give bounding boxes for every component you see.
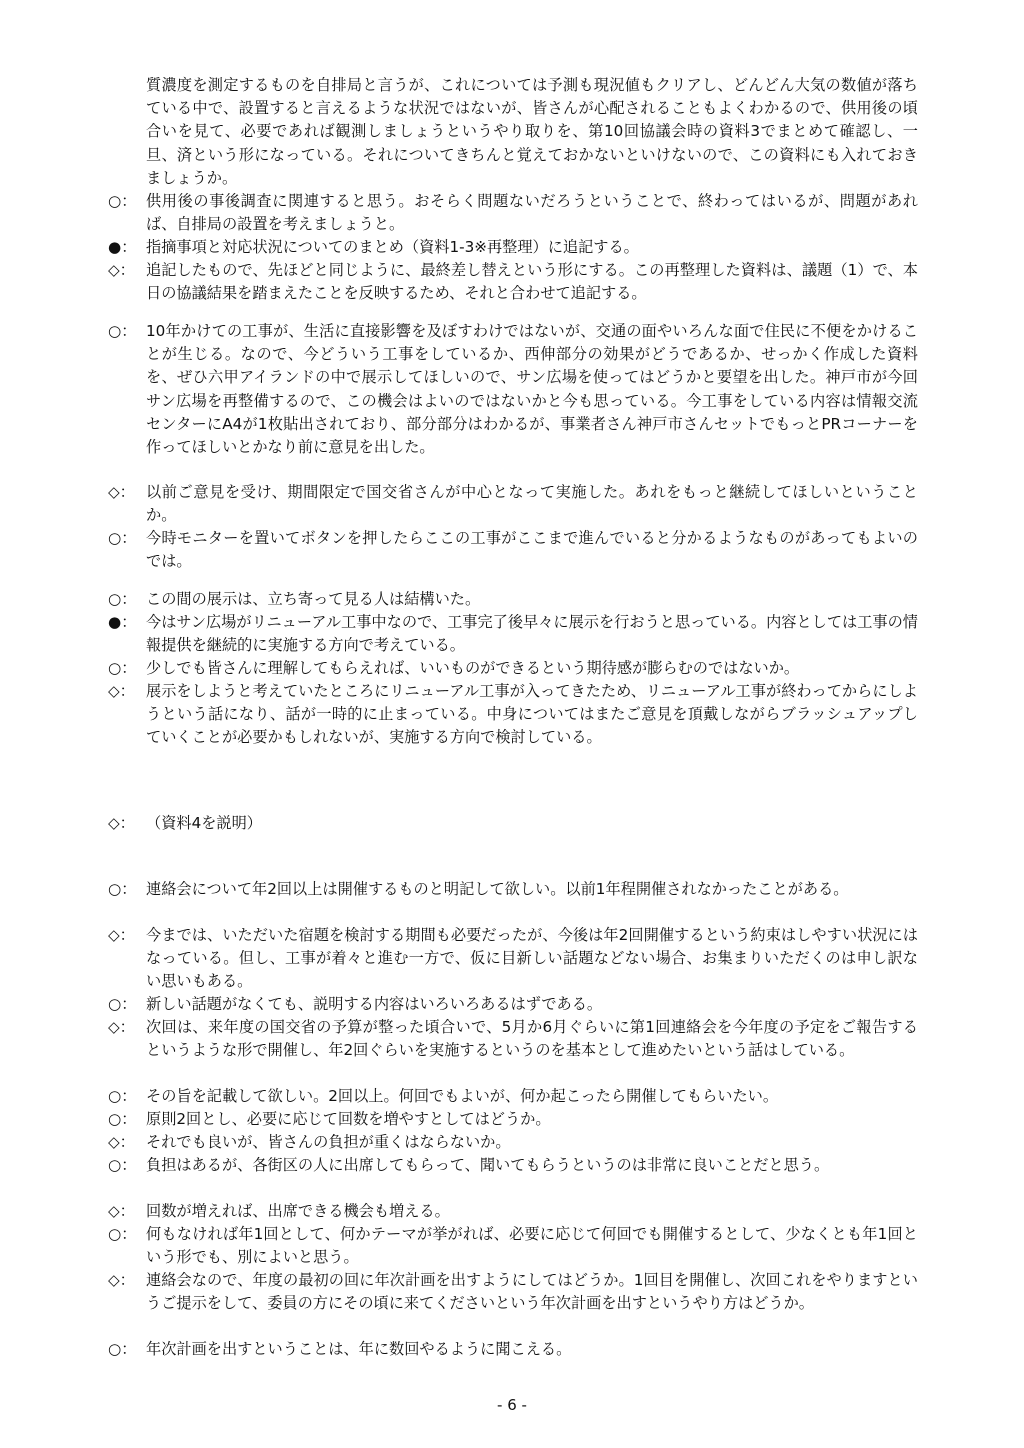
remark-text: 供用後の事後調査に関連すると思う。おそらく問題ないだろうということで、終わってはいるが、問題があれば、自排局の設置を考えましょうと。 (146, 192, 918, 234)
speaker-mark: ○： (108, 1110, 137, 1128)
speaker-mark: ◇： (108, 1202, 135, 1220)
remark-entry (108, 481, 918, 527)
remark-entry (108, 924, 918, 994)
remark-text: 次回は、来年度の国交省の予算が整った頃合いで、5月か6月ぐらいに第1回連絡会を今年度の予定をご報告するというような形で開催し、年2回ぐらいを実施するというのを基本として進めたいという話はしている。 (146, 1018, 918, 1060)
remark-text: 何もなければ年1回として、何かテーマが挙がれば、必要に応じて何回でも開催するとして、少なくとも年1回という形でも、別によいと思う。 (146, 1225, 918, 1267)
remark-entry (108, 236, 918, 259)
speaker-mark: ○： (108, 322, 137, 340)
page-number: - 6 - (497, 1396, 527, 1414)
remark-entry (108, 1154, 918, 1177)
remark-text: 展示をしようと考えていたところにリニューアル工事が入ってきたため、リニューアル工事が終わってからにしようという話になり、話が一時的に止まっている。中身についてはまたご意見を頂戴しながらブラッシュアップしていくことが必要かもしれないが、実施する方向で検討している。 (146, 682, 918, 747)
remark-entry (108, 1223, 918, 1269)
remark-text: 以前ご意見を受け、期間限定で国交省さんが中心となって実施した。あれをもっと継続してほしいということか。 (146, 483, 918, 525)
speaker-mark: ◇： (108, 1271, 135, 1289)
remark-text: それでも良いが、皆さんの負担が重くはならないか。 (146, 1133, 511, 1151)
remark-entry (108, 993, 918, 1016)
continuation-paragraph: 質濃度を測定するものを自排局と言うが、これについては予測も現況値もクリアし、どんどん大気の数値が落ちている中で、設置すると言えるような状況ではないが、皆さんが心配されることもよくわかるので、供用後の頃合いを見て、必要であれば観測しましょうというやり取りを、第10回協議会時の資料3でまとめて確認し、一旦、済という形になっている。それについてきちんと覚えておかないといけないので、この資料にも入れておきましょうか。 (146, 76, 918, 187)
remark-entry (108, 190, 918, 236)
remark-entry (108, 657, 918, 680)
remark-text: 回数が増えれば、出席できる機会も増える。 (146, 1202, 450, 1220)
remark-text: 10年かけての工事が、生活に直接影響を及ぼすわけではないが、交通の面やいろんな面で住民に不便をかけることが生じる。なので、今どういう工事をしているか、西伸部分の効果がどうであるか、せっかく作成した資料を、ぜひ六甲アイランドの中で展示してほしいので、サン広場を使ってはどうかと要望を出した。神戸市が今回サン広場を再整備するので、この機会はよいのではないかと今も思っている。今工事をしている内容は情報交流センターにA4が1枚貼出されており、部分部分はわかるが、事業者さん神戸市さんセットでもっとPRコーナーを作ってほしいとかなり前に意見を出した。 (146, 322, 918, 457)
speaker-mark: ●： (108, 613, 137, 631)
remark-entry (108, 812, 918, 835)
remark-entry (108, 1016, 918, 1062)
remark-entry (108, 1085, 918, 1108)
remark-entry (108, 527, 918, 573)
speaker-mark: ○： (108, 1087, 137, 1105)
remark-text: 新しい話題がなくても、説明する内容はいろいろあるはずである。 (146, 995, 603, 1013)
speaker-mark: ○： (108, 192, 137, 210)
speaker-mark: ○： (108, 1225, 137, 1243)
speaker-mark: ◇： (108, 926, 135, 944)
remark-text: 原則2回とし、必要に応じて回数を増やすとしてはどうか。 (146, 1110, 551, 1128)
speaker-mark: ◇： (108, 261, 135, 279)
remark-entry (108, 1108, 918, 1131)
remark-entry (108, 878, 918, 901)
speaker-mark: ◇： (108, 1133, 135, 1151)
remark-entry (108, 320, 918, 459)
speaker-mark: ●： (108, 238, 137, 256)
remark-text: 今はサン広場がリニューアル工事中なので、工事完了後早々に展示を行おうと思っている。内容としては工事の情報提供を継続的に実施する方向で考えている。 (146, 613, 918, 655)
remark-text: その旨を記載して欲しい。2回以上。何回でもよいが、何か起こったら開催してもらいたい。 (146, 1087, 779, 1105)
remark-text: 今時モニターを置いてボタンを押したらここの工事がここまで進んでいると分かるようなものがあってもよいのでは。 (146, 529, 918, 571)
remark-text: 年次計画を出すということは、年に数回やるように聞こえる。 (146, 1340, 572, 1358)
speaker-mark: ○： (108, 1156, 137, 1174)
remark-text: 追記したもので、先ほどと同じように、最終差し替えという形にする。この再整理した資料は、議題（1）で、本日の協議結果を踏まえたことを反映するため、それと合わせて追記する。 (146, 261, 918, 303)
remark-text: （資料4を説明） (146, 814, 262, 832)
remark-text: 少しでも皆さんに理解してもらえれば、いいものができるという期待感が膨らむのではないか。 (146, 659, 800, 677)
remark-entry (108, 1200, 918, 1223)
speaker-mark: ◇： (108, 483, 135, 501)
remark-entry (108, 1269, 918, 1315)
speaker-mark: ○： (108, 659, 137, 677)
speaker-mark: ◇： (108, 682, 135, 700)
remark-entry (108, 1338, 918, 1361)
speaker-mark: ○： (108, 590, 137, 608)
speaker-mark: ◇： (108, 1018, 135, 1036)
remark-text: この間の展示は、立ち寄って見る人は結構いた。 (146, 590, 481, 608)
remark-entry (108, 611, 918, 657)
remark-text: 指摘事項と対応状況についてのまとめ（資料1-3※再整理）に追記する。 (146, 238, 639, 256)
speaker-mark: ○： (108, 880, 137, 898)
remark-text: 今までは、いただいた宿題を検討する期間も必要だったが、今後は年2回開催するという約束はしやすい状況にはなっている。但し、工事が着々と進む一方で、仮に目新しい話題などない場合、お集まりいただくのは申し訳ない思いもある。 (146, 926, 918, 991)
speaker-mark: ○： (108, 529, 137, 547)
remark-text: 連絡会なので、年度の最初の回に年次計画を出すようにしてはどうか。1回目を開催し、次回これをやりますというご提示をして、委員の方にその頃に来てくださいという年次計画を出すというやり方はどうか。 (146, 1271, 918, 1313)
remark-entry (108, 680, 918, 750)
remark-entry (108, 259, 918, 305)
remark-entry (108, 1131, 918, 1154)
remark-entry (108, 588, 918, 611)
remark-text: 連絡会について年2回以上は開催するものと明記して欲しい。以前1年程開催されなかったことがある。 (146, 880, 849, 898)
speaker-mark: ○： (108, 1340, 137, 1358)
speaker-mark: ◇： (108, 814, 135, 832)
remark-text: 負担はあるが、各街区の人に出席してもらって、聞いてもらうというのは非常に良いことだと思う。 (146, 1156, 830, 1174)
speaker-mark: ○： (108, 995, 137, 1013)
